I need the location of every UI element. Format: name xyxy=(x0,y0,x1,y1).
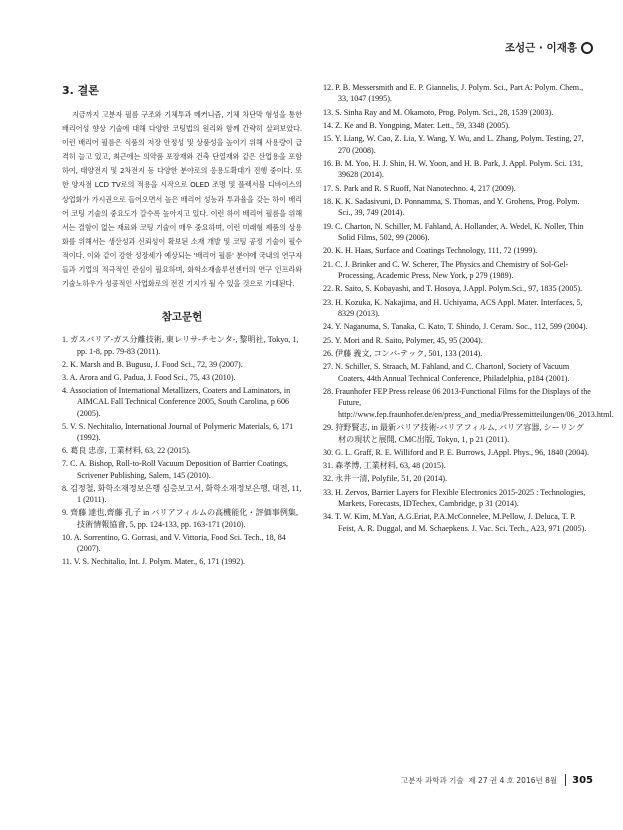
reference-item: 3. A. Arora and G. Padua, J. Food Sci., 75, 43 (2010). xyxy=(62,372,236,382)
reference-item: 17. S. Park and R. S Ruoff, Nat Nanotechno. 4, 217 (2009). xyxy=(323,183,516,193)
right-column xyxy=(323,82,614,536)
reference-item: 19. C. Charton, N. Schiller, M. Fahland, A. Hollander, A. Wedel, K. Noller, Thin Solid Films, 502, 99 (2006). xyxy=(323,221,584,243)
reference-item: 16. B. M. Yoo, H. J. Shin, H. W. Yoon, and H. B. Park, J. Appl. Polym. Sci. 131, 39628 (2014). xyxy=(323,159,583,180)
reference-item: 29. 狩野賢志, in 最新バリア技術-バリアフィルム, バリア容器, シーリング材の現状と展開, CMC出版, Tokyo, 1, p 21 (2011). xyxy=(323,423,584,444)
page-footer xyxy=(401,774,593,786)
reference-item: 6. 葛良 忠彦, 工業材料, 63, 22 (2015). xyxy=(62,446,191,456)
references-heading: 참고문헌 xyxy=(161,311,203,324)
references-list-left xyxy=(62,334,302,568)
reference-item: 2. K. Marsh and B. Bugusu, J. Food Sci., 72, 39 (2007). xyxy=(62,359,243,369)
conclusion-heading: 3. 결론 xyxy=(62,84,99,97)
reference-item: 5. V. S. Nechitalio, International Journal of Polymeric Materials, 6, 171 (1992). xyxy=(62,421,294,443)
reference-item: 13. S. Sinha Ray and M. Okamoto, Prog. Polym. Sci., 28, 1539 (2003). xyxy=(323,107,554,117)
reference-item: 26. 伊藤 義文, コンバ-テック, 501, 133 (2014). xyxy=(323,349,483,358)
reference-item: 12. P. B. Messersmith and E. P. Giannelis, J. Polym. Sci., Part A: Polym. Chem., 33, 1047 (1995). xyxy=(323,83,584,104)
reference-item: 21. C. J. Brinker and C. W. Scherer, The Physics and Chemistry of Sol-Gel-Processing, Academic Press, New York, p 279 (1989). xyxy=(323,259,569,281)
circle-icon xyxy=(581,42,593,54)
journal-name: 고분자 과학과 기술 xyxy=(400,775,464,785)
reference-item: 32. 永井一清, Polyfile, 51, 20 (2014). xyxy=(323,474,448,484)
author-names: 조성근 · 이재흥 xyxy=(504,42,577,54)
reference-item: 31. 森孝博, 工業材料, 63, 48 (2015). xyxy=(323,461,446,471)
reference-item: 8. 김정철, 화학소재정보은행 심층보고서, 화학소재정보은행, 대전, 11, 1 (2011). xyxy=(62,483,302,505)
reference-item: 4. Association of International Metallizers, Coaters and Laminators, in AIMCAL Fall Technical Conference 2005, South Carolina, p 606 (2005). xyxy=(62,385,291,418)
left-column xyxy=(62,82,302,570)
reference-item: 34. T. W. Kim, M.Yan, A.G.Eriat, P.A.McConnelee, M.Pellow, J. Deluca, T. P. Feist, A. R. Duggal, and M. Schaepkens. J. Vac. Sci. Tech., A23, 971 (2005). xyxy=(323,512,587,533)
reference-item: 10. A. Sorrentino, G. Gorrasi, and V. Vittoria, Food Sci. Tech., 18, 84 (2007). xyxy=(62,532,286,554)
reference-item: 23. H. Kozuka, K. Nakajima, and H. Uchiyama, ACS Appl. Mater. Interfaces, 5, 8329 (2013). xyxy=(323,297,583,319)
reference-item: 15. Y. Liang, W. Cao, Z. Lia, Y. Wang, Y. Wu, and L. Zhang, Polym. Testing, 27, 270 (2008). xyxy=(323,134,584,155)
reference-item: 28. Fraunhofer FEP Press release 06 2013-Functional Films for the Displays of the Future, http://www.fep.fraunhofer.de/en/press_and_media/Pressemitteilungen/06_2013.html. xyxy=(323,387,614,419)
running-header xyxy=(505,40,593,55)
reference-item: 25. Y. Mori and R. Saito, Polymer, 45, 95 (2004). xyxy=(323,335,483,345)
reference-item: 18. K. K. Sadasivuni, D. Ponnamma, S. Thomas, and Y. Grohens, Prog. Polym. Sci., 39, 749 (2014). xyxy=(323,197,580,218)
references-list-right xyxy=(323,82,614,534)
conclusion-text: 지금까지 고분자 필름 구조와 기체투과 메커니즘, 기체 차단막 형성을 통한 배리어성 향상 기술에 대해 다양한 코팅법의 원리와 함께 간략히 살펴보았다. 이런 배리어 필름은 식품의 저장 안정성 및 상품성을 높이기 위해 사용량이 급격히 늘고 있고, 최근에는 의약품 포장재와 건축 단열재와 같은 산업용을 포함하여, 태양전지 및 2차전지 등 다양한 분야로의 응용도확대가 진행 중이다. 또한 양자점 LCD TV로의 적용을 시작으로 OLED 조명 및 플렉서블 디바이스의 상업화가 가시권으로 들어오면서 높은 배리어 성능과 투과율을 갖는 하이 배리어 코팅 기술의 중요도가 갈수록 높아지고 있다. 이런 하이 배리어 필름을 위해서는 결함이 없는 재료와 코팅 기술이 매우 중요하며, 이런 미래형 제품의 상용화를 위해서는 생산성과 신뢰성이 확보된 소재 개발 및 코팅 공정 기술이 필수적이다. 이와 같이 강한 성장세가 예상되는 '배리어 필름' 분야에 국내의 연구자들과 기업의 적극적인 관심이 필요하며, 화학소재솔루션센터의 연구 인프라와 기술노하우가 성공적인 사업화로의 전진 기지가 될 수 있을 것으로 기대된다. xyxy=(62,110,302,289)
reference-item: 1. ガスバリア-ガス分離技術, 東レリサ-チセンタ-, 黎明社, Tokyo, 1, pp. 1-8, pp. 79-83 (2011). xyxy=(62,335,299,356)
reference-item: 20. K. H. Haas, Surface and Coatings Technology, 111, 72 (1999). xyxy=(323,246,538,256)
page-number: 305 xyxy=(572,774,593,786)
reference-item: 27. N. Schiller, S. Straach, M. Fahland, and C. Chartonl, Society of Vacuum Coaters, 44th Annual Technical Conference, Philadelphia, p184 (2001). xyxy=(323,362,570,383)
issue-info: 제 27 권 4 호 2016년 8월 xyxy=(468,775,558,785)
reference-item: 33. H. Zervos, Barrier Layers for Flexible Electronics 2015-2025 : Technologies, Markets, Forecasts, IDTechex, Cambridge, p 31 (2014). xyxy=(323,487,586,509)
reference-item: 14. Z. Ke and B. Yongping, Mater. Lett., 59, 3348 (2005). xyxy=(323,121,511,130)
reference-item: 7. C. A. Bishop, Roll-to-Roll Vacuum Deposition of Barrier Coatings, Scrivener Publishing, Salem, 145 (2010). xyxy=(62,459,289,480)
reference-item: 22. R. Saito, S. Kobayashi, and T. Hosoya, J.Appl. Polym.Sci., 97, 1835 (2005). xyxy=(323,284,583,294)
reference-item: 11. V. S. Nechitalio, Int. J. Polym. Mater., 6, 171 (1992). xyxy=(62,557,246,567)
reference-item: 30. G. L. Graff, R. E. Williford and P. E. Burrows, J.Appl. Phys., 96, 1840 (2004). xyxy=(323,447,590,457)
reference-item: 9. 齊藤 達也,齊藤 孔子 in バリアフィルムの高機能化・評価事例集, 技術情報協會, 5, pp. 124-133, pp. 163-171 (2010). xyxy=(62,508,298,529)
footer-divider xyxy=(565,774,566,786)
reference-item: 24. Y. Naganuma, S. Tanaka, C. Kato, T. Shindo, J. Ceram. Soc., 112, 599 (2004). xyxy=(323,322,588,332)
